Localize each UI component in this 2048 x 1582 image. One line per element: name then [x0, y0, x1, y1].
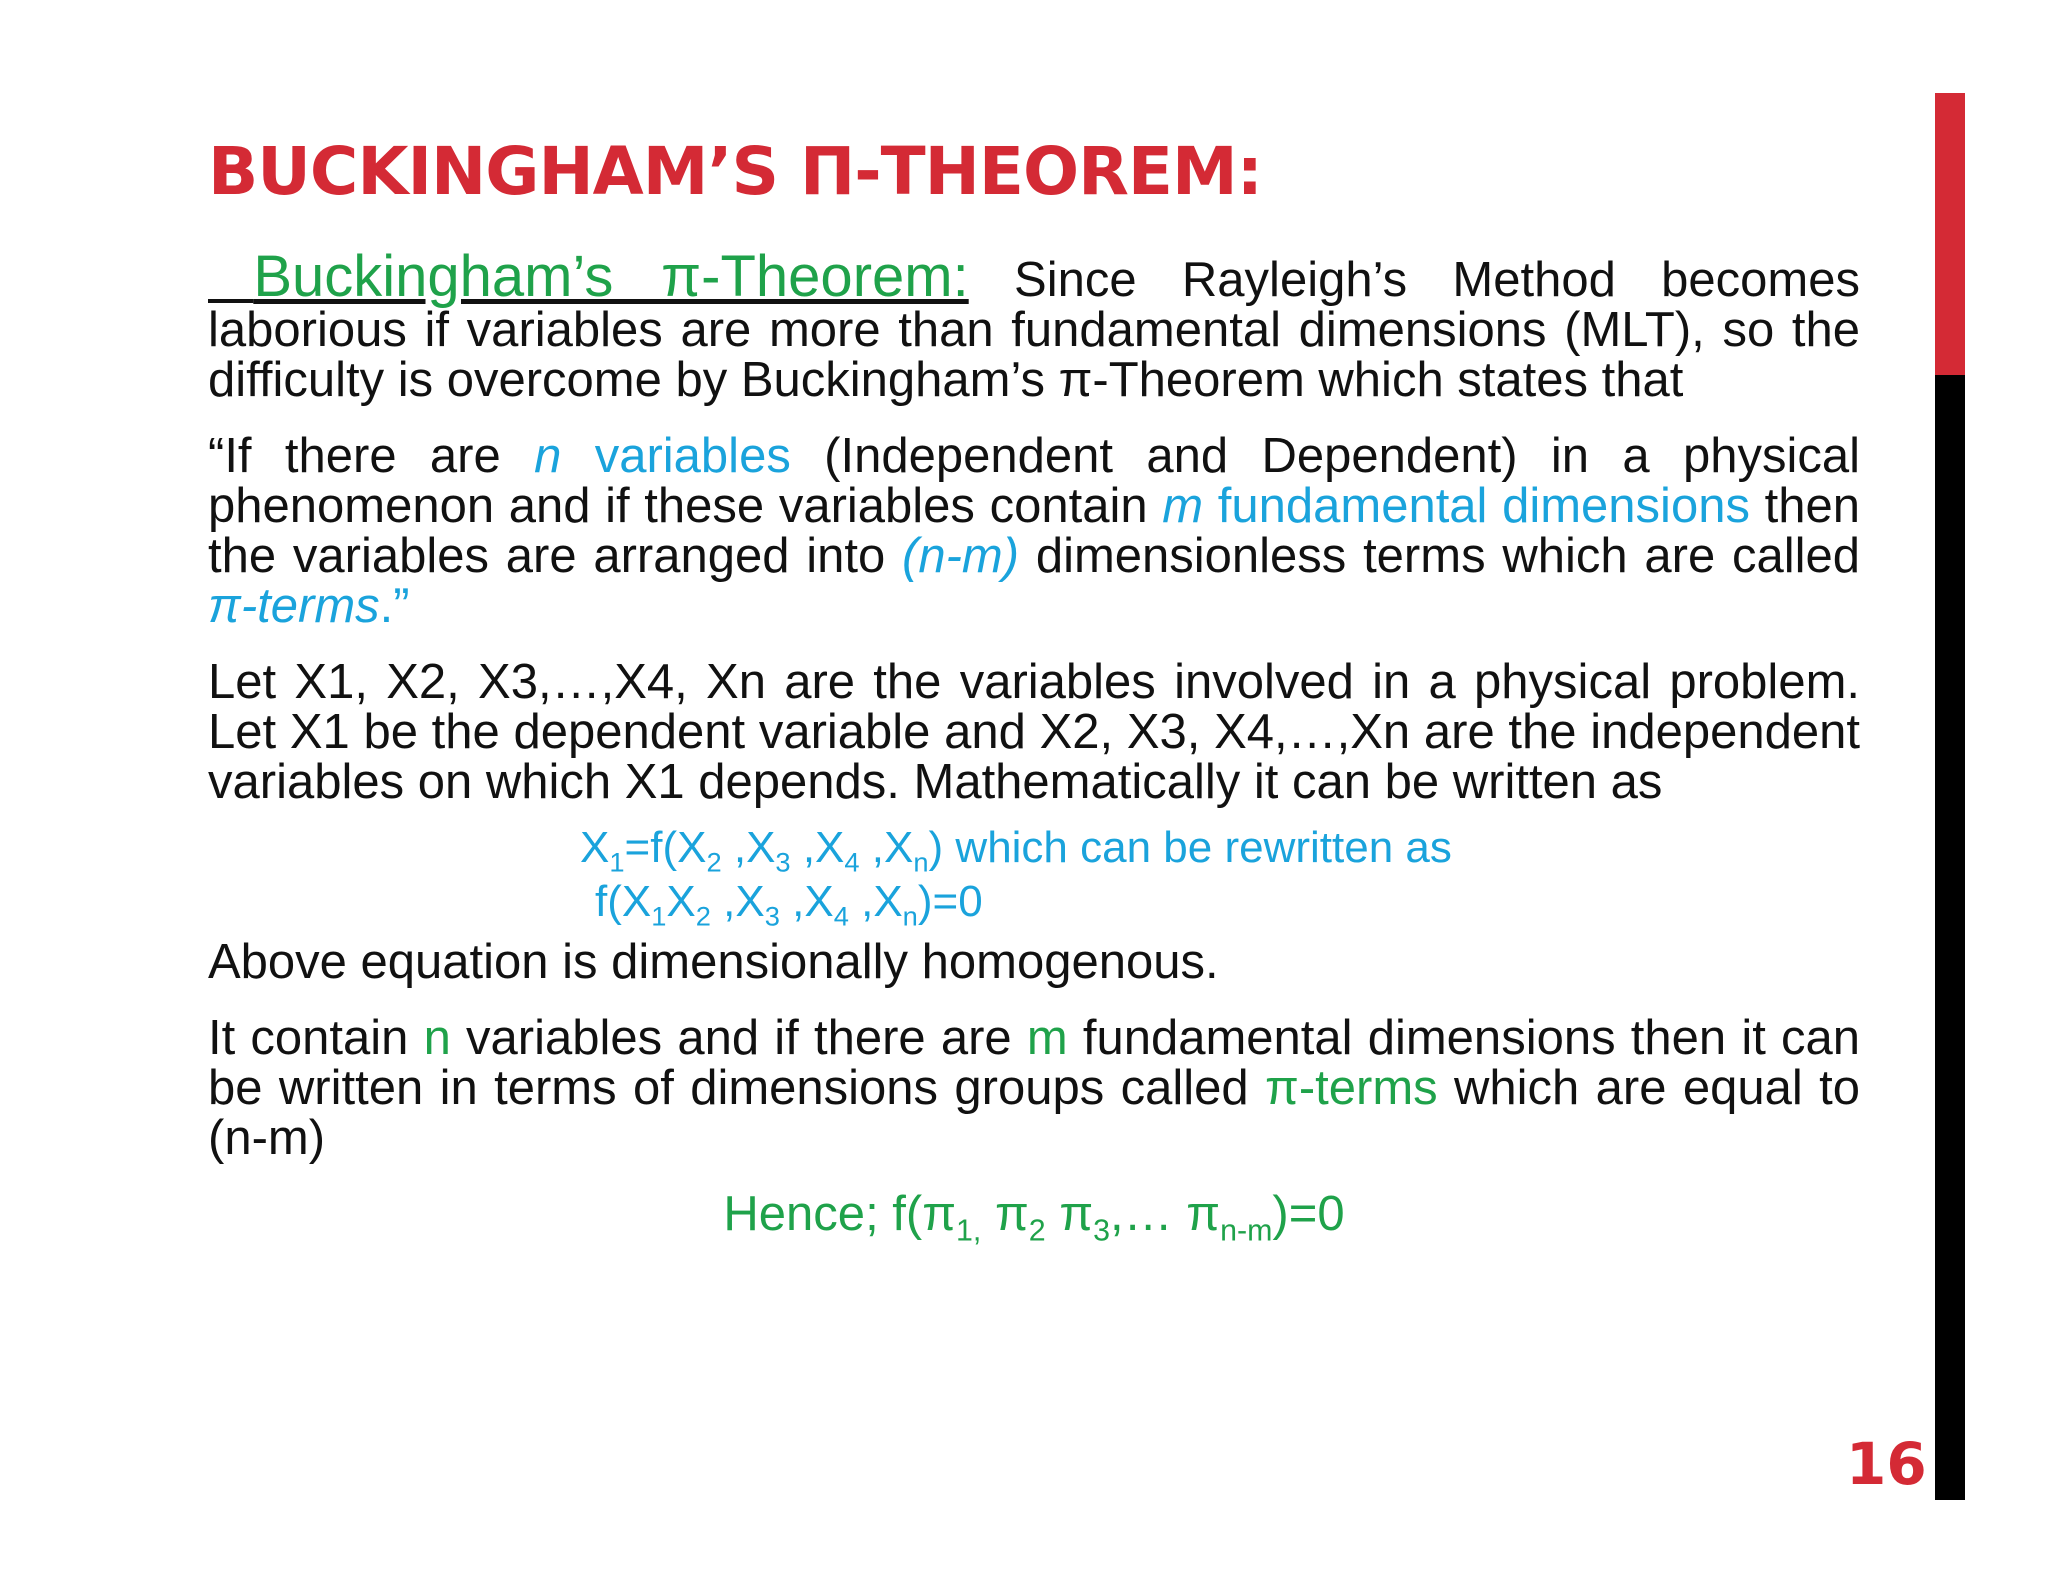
variables-term: variables	[561, 429, 791, 483]
fundamental-dimensions-term: fundamental dimensions	[1203, 479, 1750, 533]
intro-term: Buckingham’s π-Theorem:	[253, 244, 969, 309]
equation-1: $X_1=f(X_2$ $,X_3$ $,X_4$ $,X_n$) which can be rewritten as	[580, 823, 1452, 878]
n-term: n	[423, 1011, 451, 1065]
hence-equation: Hence; $f(\pi_{1,}$ $\pi_2$ $\pi_3,\dots$ $\pi_{n-m})=0$	[723, 1187, 1345, 1248]
theorem-statement: “If there are n variables (Independent and Dependent) in a physical phenomenon and if these variables contain m fundamental dimensions then the variables are arranged into (n-m) dimensionless terms which are called π-terms.”	[208, 429, 1860, 633]
equation-2: $f(X_1X_2$ $,X_3$ $,X_4$ $,X_n)=0$	[595, 877, 983, 932]
page-number: 16	[1846, 1430, 1927, 1498]
m-variable: m	[1162, 479, 1204, 533]
pi-terms-highlight: π-terms	[1265, 1061, 1438, 1115]
equation-block	[208, 821, 1860, 932]
n-minus-m-term: (n-m)	[902, 529, 1020, 583]
side-accent-bar-red	[1935, 93, 1965, 375]
intro-paragraph	[208, 244, 1860, 407]
n-variable: n	[534, 429, 562, 483]
intro-text: Since Rayleigh’s Method becomes laborious if variables are more than fundamental dimensions (MLT), so the difficulty is overcome by Buckingham’s π-Theorem which states that	[208, 253, 1860, 407]
variables-paragraph: Let X1, X2, X3,…,X4, Xn are the variables involved in a physical problem. Let X1 be the dependent variable and X2, X3, X4,…,Xn are the independent variables on which X1 depends. Mathematically it can be written as	[208, 655, 1860, 809]
m-term: m	[1026, 1011, 1068, 1065]
pi-terms-paragraph: It contain n variables and if there are m fundamental dimensions then it can be written in terms of dimensions groups called π-terms which are equal to (n-m)	[208, 1011, 1861, 1165]
slide-title: BUCKINGHAM’S Π-THEOREM:	[208, 133, 1263, 210]
side-accent-bar-black	[1935, 375, 1965, 1500]
slide-body	[208, 244, 1861, 1248]
homogenous-statement: Above equation is dimensionally homogenous.	[208, 935, 1219, 989]
pi-terms-term: π-terms	[208, 579, 380, 633]
